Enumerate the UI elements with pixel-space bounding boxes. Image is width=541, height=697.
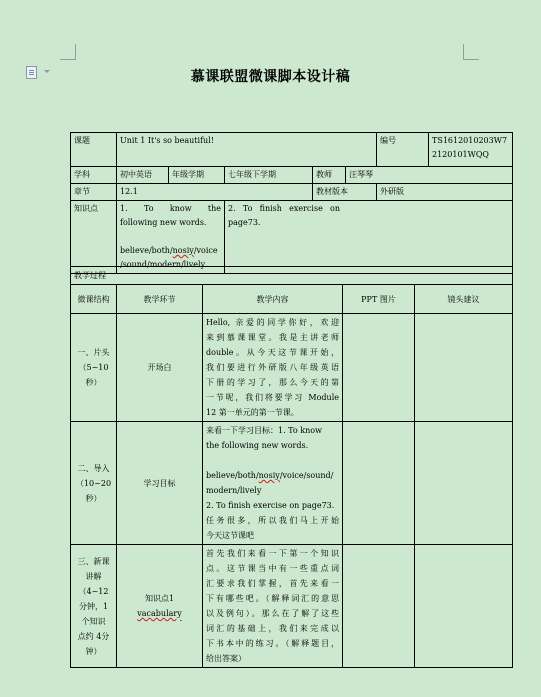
structure-cell <box>71 314 117 422</box>
code-value: TS1612010203W72120101WQQ <box>429 133 513 167</box>
ppt-cell <box>343 545 415 668</box>
structure-line: 秒） <box>85 378 102 387</box>
table-row <box>71 545 513 668</box>
knowledge-label: 知识点 <box>71 201 117 274</box>
camera-cell <box>415 422 513 545</box>
knowledge-2-line-a: 2. To finish exercise on <box>228 204 340 213</box>
structure-cell <box>71 422 117 545</box>
content-line <box>206 468 339 483</box>
knowledge-1-line-a: 1. To know the <box>120 204 221 213</box>
process-table <box>70 266 513 668</box>
content-line: 词汇的基础上，我们来完成以 <box>206 624 339 633</box>
content-line: 12 第一单元的第一节课。 <box>206 408 299 417</box>
content-line: 下书本中的练习。（解释题目， <box>206 639 339 648</box>
structure-line: 秒） <box>85 493 102 503</box>
ppt-cell <box>343 314 415 422</box>
structure-line: 分钟，1 <box>78 601 109 611</box>
structure-line: 钟） <box>85 646 102 656</box>
header-structure-text: 微课结构 <box>77 294 110 304</box>
process-label-row <box>71 267 513 285</box>
crop-mark-right-v <box>463 44 464 60</box>
edition-label: 教材版本 <box>313 184 377 201</box>
process-label: 教学过程 <box>71 267 513 285</box>
header-content: 教学内容 <box>203 285 343 314</box>
edition-value: 外研版 <box>377 184 513 201</box>
structure-cell <box>71 545 117 668</box>
step-cell <box>117 545 203 668</box>
header-camera: 镜头建议 <box>415 285 513 314</box>
table-row <box>71 314 513 422</box>
content-line: the following new words. <box>206 441 309 450</box>
subject-label: 学科 <box>71 167 117 184</box>
content-words-pre: believe/both/ <box>206 471 259 480</box>
content-words-post: /voice/sound/ <box>279 471 334 480</box>
content-line: 以及例句）。那么在了解了这些 <box>206 609 339 618</box>
structure-line: 点约 4分 <box>77 631 110 641</box>
content-cell <box>203 314 343 422</box>
step-keyword: vacabulary <box>137 609 182 618</box>
chapter-value: 12.1 <box>117 184 313 201</box>
content-line: 来到慕课课堂。我是主讲老师 <box>206 333 339 342</box>
topic-value: Unit 1 It's so beautiful! <box>117 133 377 167</box>
chapter-label: 章节 <box>71 184 117 201</box>
process-header-row <box>71 285 513 314</box>
content-line: 任务很多，所以我们马上开始 <box>206 516 339 525</box>
structure-line: （4~12 <box>78 586 109 596</box>
step-cell: 开场白 <box>117 314 203 422</box>
knowledge-2-line-b: page73. <box>228 218 261 227</box>
crop-mark-left-h <box>60 59 76 60</box>
content-line: 今天这节课吧 <box>206 531 254 540</box>
knowledge-row <box>71 201 513 274</box>
knowledge-1-words-post: /voice <box>193 246 218 255</box>
step-cell: 学习目标 <box>117 422 203 545</box>
structure-line: 讲解 <box>85 571 102 581</box>
content-line: 点。这节课当中有一些重点词 <box>206 564 339 573</box>
content-line: double。从今天这节课开始， <box>206 348 339 357</box>
knowledge-1-line-c <box>120 244 221 258</box>
content-line: 下册的学习了，那么今天的第 <box>206 378 339 387</box>
knowledge-1-line-b: following new words. <box>120 218 207 227</box>
chapter-row <box>71 184 513 201</box>
content-line: 2. To finish exercise on page73. <box>206 501 335 510</box>
knowledge-point-2 <box>225 201 513 274</box>
topic-row <box>71 133 513 167</box>
content-line: 一节呢，我们将要学习 Module <box>206 393 339 402</box>
content-line: modern/lively <box>206 486 262 495</box>
structure-line: 一、片头 <box>77 348 110 357</box>
content-keyword: nosiy <box>258 471 280 480</box>
grade-label: 年级学期 <box>169 167 225 184</box>
structure-line: （10~20 <box>75 478 112 488</box>
content-line: 下有哪些吧。（解释词汇的意思 <box>206 594 339 603</box>
camera-cell <box>415 545 513 668</box>
document-title: 慕课联盟微课脚本设计稿 <box>190 69 351 85</box>
structure-line: 三、新课 <box>77 556 110 566</box>
step-line: 知识点1 <box>144 594 175 603</box>
header-step: 教学环节 <box>117 285 203 314</box>
structure-line: 个知识 <box>81 616 106 626</box>
content-cell <box>203 545 343 668</box>
content-line: 首先我们来看一下第一个知识 <box>206 549 339 558</box>
teacher-value: 汪琴琴 <box>346 167 513 184</box>
header-structure <box>71 285 117 314</box>
knowledge-1-line-d: /sound/modern/lively <box>120 260 206 269</box>
content-line: 我们要进行外研版八年级英语 <box>206 363 339 372</box>
content-line: 给出答案） <box>206 654 246 663</box>
content-line: 来看一下学习目标：1. To know <box>206 426 322 435</box>
content-line: Hello, 亲爱的同学你好，欢迎 <box>206 318 339 327</box>
knowledge-1-words-pre: believe/both/ <box>120 246 173 255</box>
knowledge-point-1 <box>117 201 225 274</box>
knowledge-1-keyword: nosiy <box>172 246 194 255</box>
header-ppt: PPT 图片 <box>343 285 415 314</box>
structure-line: （5~10 <box>78 363 109 372</box>
content-line: 汇要求我们掌握，首先来看一 <box>206 579 339 588</box>
crop-mark-left-v <box>75 44 76 60</box>
code-label: 编号 <box>377 133 429 167</box>
subject-row <box>71 167 513 184</box>
content-cell <box>203 422 343 545</box>
subject-value: 初中英语 <box>117 167 169 184</box>
topic-label: 课题 <box>71 133 117 167</box>
info-table <box>70 132 513 274</box>
table-row <box>71 422 513 545</box>
camera-cell <box>415 314 513 422</box>
structure-line: 二、导入 <box>77 463 110 473</box>
ppt-cell <box>343 422 415 545</box>
grade-value: 七年级下学期 <box>225 167 313 184</box>
teacher-label: 教师 <box>313 167 346 184</box>
crop-mark-right-h <box>463 59 479 60</box>
